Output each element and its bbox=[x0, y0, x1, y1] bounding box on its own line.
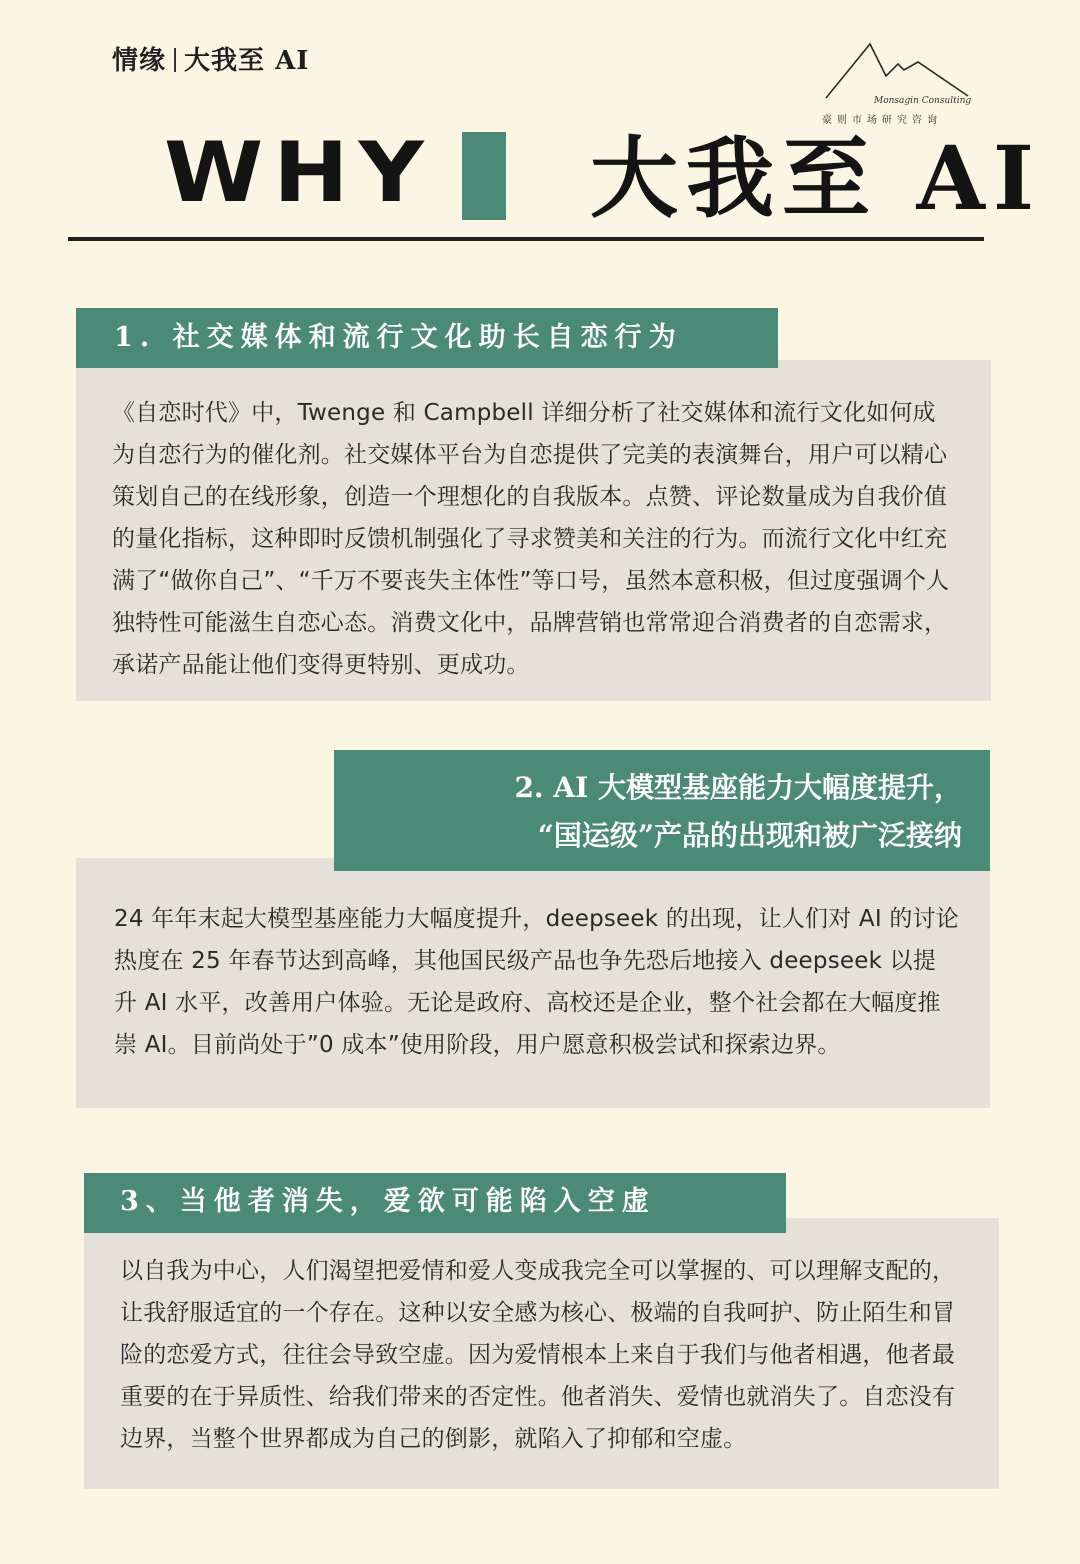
section-3-heading: 3、当他者消失，爱欲可能陷入空虚 bbox=[84, 1173, 786, 1233]
brand-right: 大我至 AI bbox=[184, 46, 310, 76]
section-3-body: 以自我为中心，人们渴望把爱情和爱人变成我完全可以掌握的、可以理解支配的，让我舒服适宜的一个存在。这种以安全感为核心、极端的自我呵护、防止陌生和冒险的恋爱方式，往往会导致空虚。因为爱情根本上来自于我们与他者相遇，他者最重要的在于异质性、给我们带来的否定性。他者消失、爱情也就消失了。自恋没有边界，当整个世界都成为自己的倒影，就陷入了抑郁和空虚。 bbox=[120, 1258, 956, 1452]
section-1-heading: 1. 社交媒体和流行文化助长自恋行为 bbox=[76, 308, 778, 368]
logo-script-text: Monsagin Consulting bbox=[874, 96, 972, 106]
company-logo bbox=[818, 40, 978, 130]
section-2-heading-line1: 2. AI 大模型基座能力大幅度提升， bbox=[514, 771, 962, 804]
brand-left: 情缘 bbox=[112, 46, 167, 76]
section-1-body: 《自恋时代》中，Twenge 和 Campbell 详细分析了社交媒体和流行文化如何成为自恋行为的催化剂。社交媒体平台为自恋提供了完美的表演舞台，用户可以精心策划自己的在线形象，创造一个理想化的自我版本。点赞、评论数量成为自我价值的量化指标，这种即时反馈机制强化了寻求赞美和关注的行为。而流行文化中红充满了“做你自己”、“千万不要丧失主体性”等口号，虽然本意积极，但过度强调个人独特性可能滋生自恋心态。消费文化中，品牌营销也常常迎合消费者的自恋需求，承诺产品能让他们变得更特别、更成功。 bbox=[112, 400, 950, 678]
header-rule bbox=[68, 237, 984, 241]
brand-divider bbox=[174, 48, 176, 72]
section-2-body: 24 年年末起大模型基座能力大幅度提升，deepseek 的出现，让人们对 AI 的讨论热度在 25 年春节达到高峰，其他国民级产品也争先恐后地接入 deepseek 以提升 AI 水平，改善用户体验。无论是政府、高校还是企业，整个社会都在大幅度推崇 AI。目前尚处于”0 成本”使用阶段，用户愿意积极尝试和探索边界。 bbox=[114, 906, 959, 1058]
why-heading: WHY bbox=[164, 124, 434, 222]
logo-chinese-text: 豪则市场研究咨询 bbox=[822, 115, 942, 126]
brand-line bbox=[112, 40, 309, 77]
section-2-heading-line2: “国运级”产品的出现和被广泛接纳 bbox=[537, 819, 962, 852]
mountain-icon bbox=[818, 40, 978, 100]
page-title: 大我至 AI bbox=[590, 126, 1043, 230]
title-accent-block bbox=[462, 132, 506, 220]
section-2-heading bbox=[334, 750, 990, 871]
